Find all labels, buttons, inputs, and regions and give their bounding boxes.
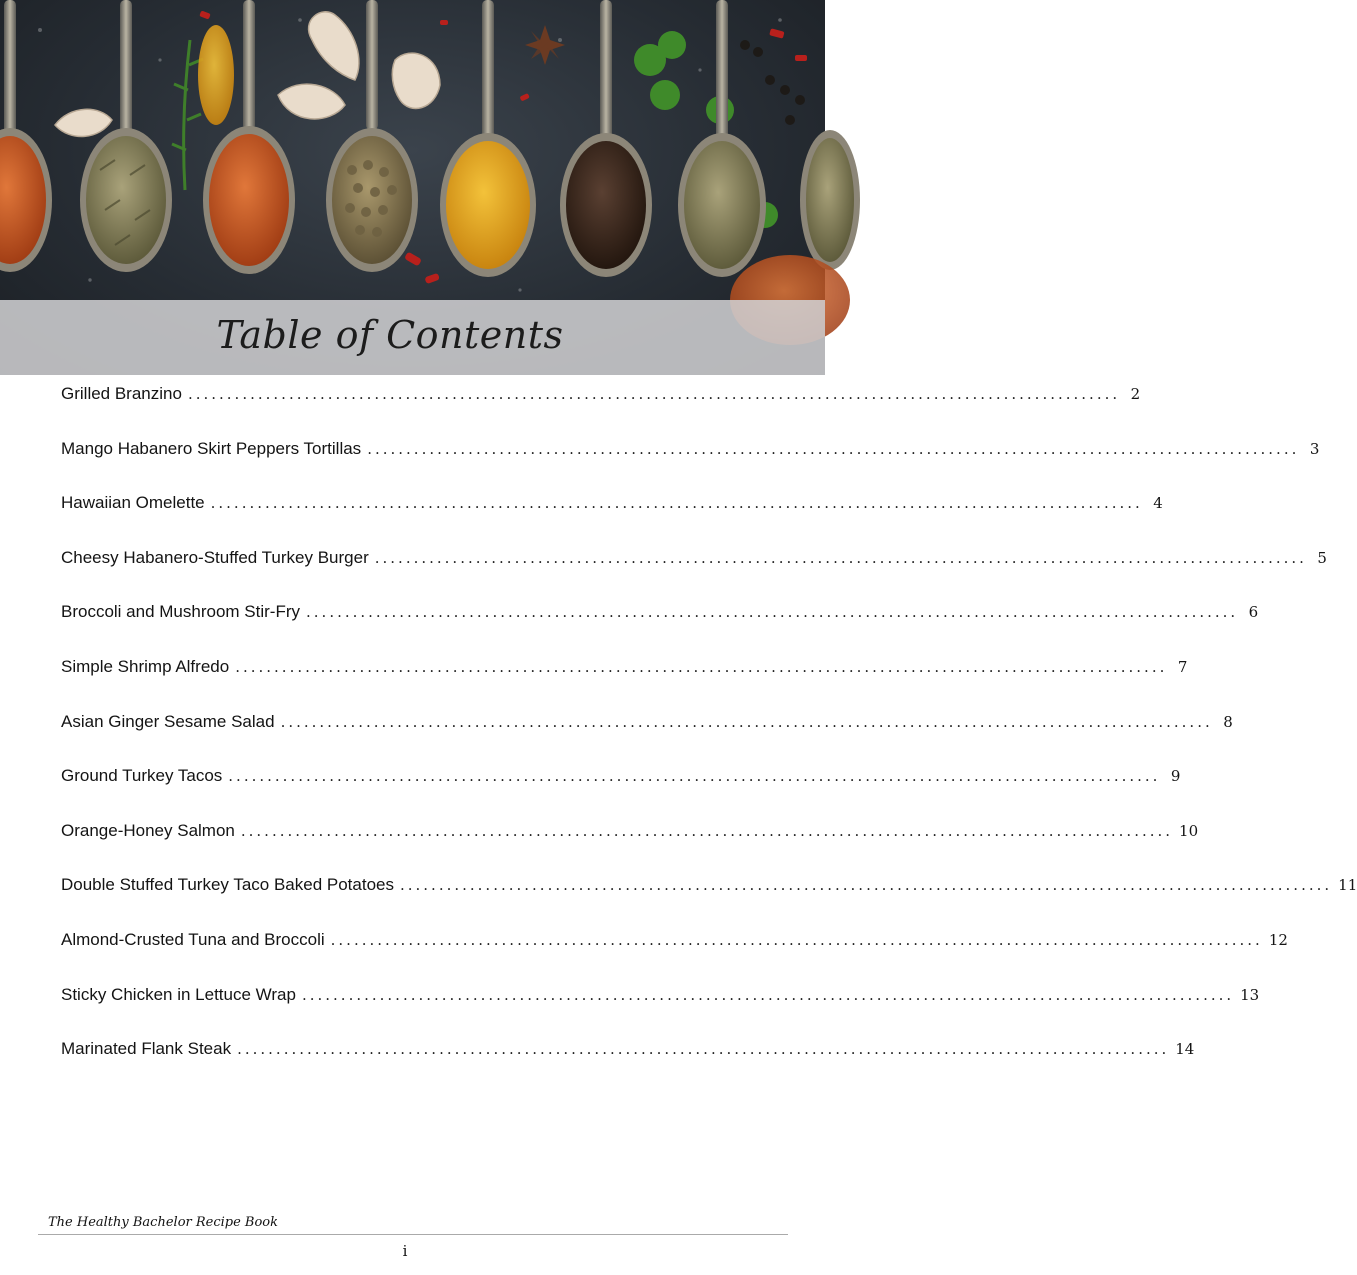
footer-book-title: The Healthy Bachelor Recipe Book [48,1215,279,1230]
dot-leader: ........................................................................................................................ [306,603,1239,622]
spoon-paprika [0,0,52,272]
toc-entry-page: 10 [1179,821,1199,840]
spoon-cumin [678,0,766,277]
toc-entry-title: Broccoli and Mushroom Stir-Fry [61,602,301,622]
dot-leader: ........................................................................................................................ [210,494,1143,513]
toc-entry-title: Grilled Branzino [61,384,182,403]
dot-leader: ........................................................................................................................ [374,548,1307,567]
dot-leader: ........................................................................................................................ [240,821,1174,840]
toc-entry-page: 7 [1177,657,1188,676]
toc-entry-title: Hawaiian Omelette [61,493,205,513]
toc-entry-title: Cheesy Habanero-Stuffed Turkey Burger [61,547,369,567]
page-title: Table of Contents [216,313,564,357]
toc-entry-page: 3 [1309,439,1320,458]
footer-divider [38,1234,788,1235]
toc-entry-mango-habanero[interactable] [61,438,1320,494]
table-of-contents [61,384,1357,1094]
toc-entry-stir-fry[interactable] [61,602,1259,657]
dot-leader: ........................................................................................................................ [228,767,1161,786]
spoon-right-edge [800,130,860,270]
toc-entry-page: 2 [1130,385,1141,403]
toc-entry-title: Marinated Flank Steak [61,1039,232,1059]
toc-entry-page: 13 [1240,985,1260,1004]
toc-entry-hawaiian-omelette[interactable] [61,493,1163,548]
toc-entry-turkey-burger[interactable] [61,547,1327,603]
dot-leader: ........................................................................................................................ [280,712,1213,731]
toc-entry-sticky-chicken[interactable] [61,984,1260,1040]
dot-leader: ........................................................................................................................ [399,876,1333,895]
toc-entry-page: 11 [1338,876,1357,895]
toc-entry-page: 6 [1248,603,1259,622]
page-number: i [402,1242,408,1260]
spoon-cloves [560,0,652,277]
spoon-fennel [80,0,172,272]
toc-entry-page: 12 [1268,930,1288,949]
dot-leader: ........................................................................................................................ [330,930,1263,949]
star-anise [525,25,565,65]
toc-entry-baked-potatoes[interactable] [61,875,1357,930]
toc-entry-turkey-tacos[interactable] [61,766,1181,821]
toc-entry-title: Double Stuffed Turkey Taco Baked Potatoes [61,875,394,895]
toc-entry-almond-tuna[interactable] [61,929,1288,985]
toc-entry-title: Simple Shrimp Alfredo [61,656,230,676]
toc-entry-page: 8 [1223,712,1233,731]
dot-leader: ........................................................................................................................ [187,385,1121,403]
toc-entry-honey-salmon[interactable] [61,820,1199,876]
toc-entry-title: Sticky Chicken in Lettuce Wrap [61,984,296,1004]
toc-entry-title: Orange-Honey Salmon [61,820,235,840]
toc-entry-page: 14 [1175,1040,1195,1059]
toc-entry-title: Asian Ginger Sesame Salad [61,711,275,731]
dot-leader: ........................................................................................................................ [367,439,1300,458]
toc-entry-title: Almond-Crusted Tuna and Broccoli [61,929,325,949]
dot-leader: ........................................................................................................................ [301,985,1235,1004]
toc-entry-page: 5 [1317,548,1327,567]
toc-entry-title: Mango Habanero Skirt Peppers Tortillas [61,438,362,458]
toc-entry-title: Ground Turkey Tacos [61,766,223,786]
dot-leader: ........................................................................................................................ [237,1040,1170,1059]
toc-entry-page: 4 [1153,494,1163,513]
toc-entry-grilled-branzino[interactable] [61,384,1141,439]
spoon-turmeric [440,0,536,277]
herb-sprig [172,40,203,190]
toc-entry-shrimp-alfredo[interactable] [61,656,1188,712]
toc-entry-flank-steak[interactable] [61,1039,1195,1094]
toc-entry-sesame-salad[interactable] [61,711,1233,767]
toc-entry-page: 9 [1170,767,1181,786]
dot-leader: ........................................................................................................................ [235,657,1168,676]
